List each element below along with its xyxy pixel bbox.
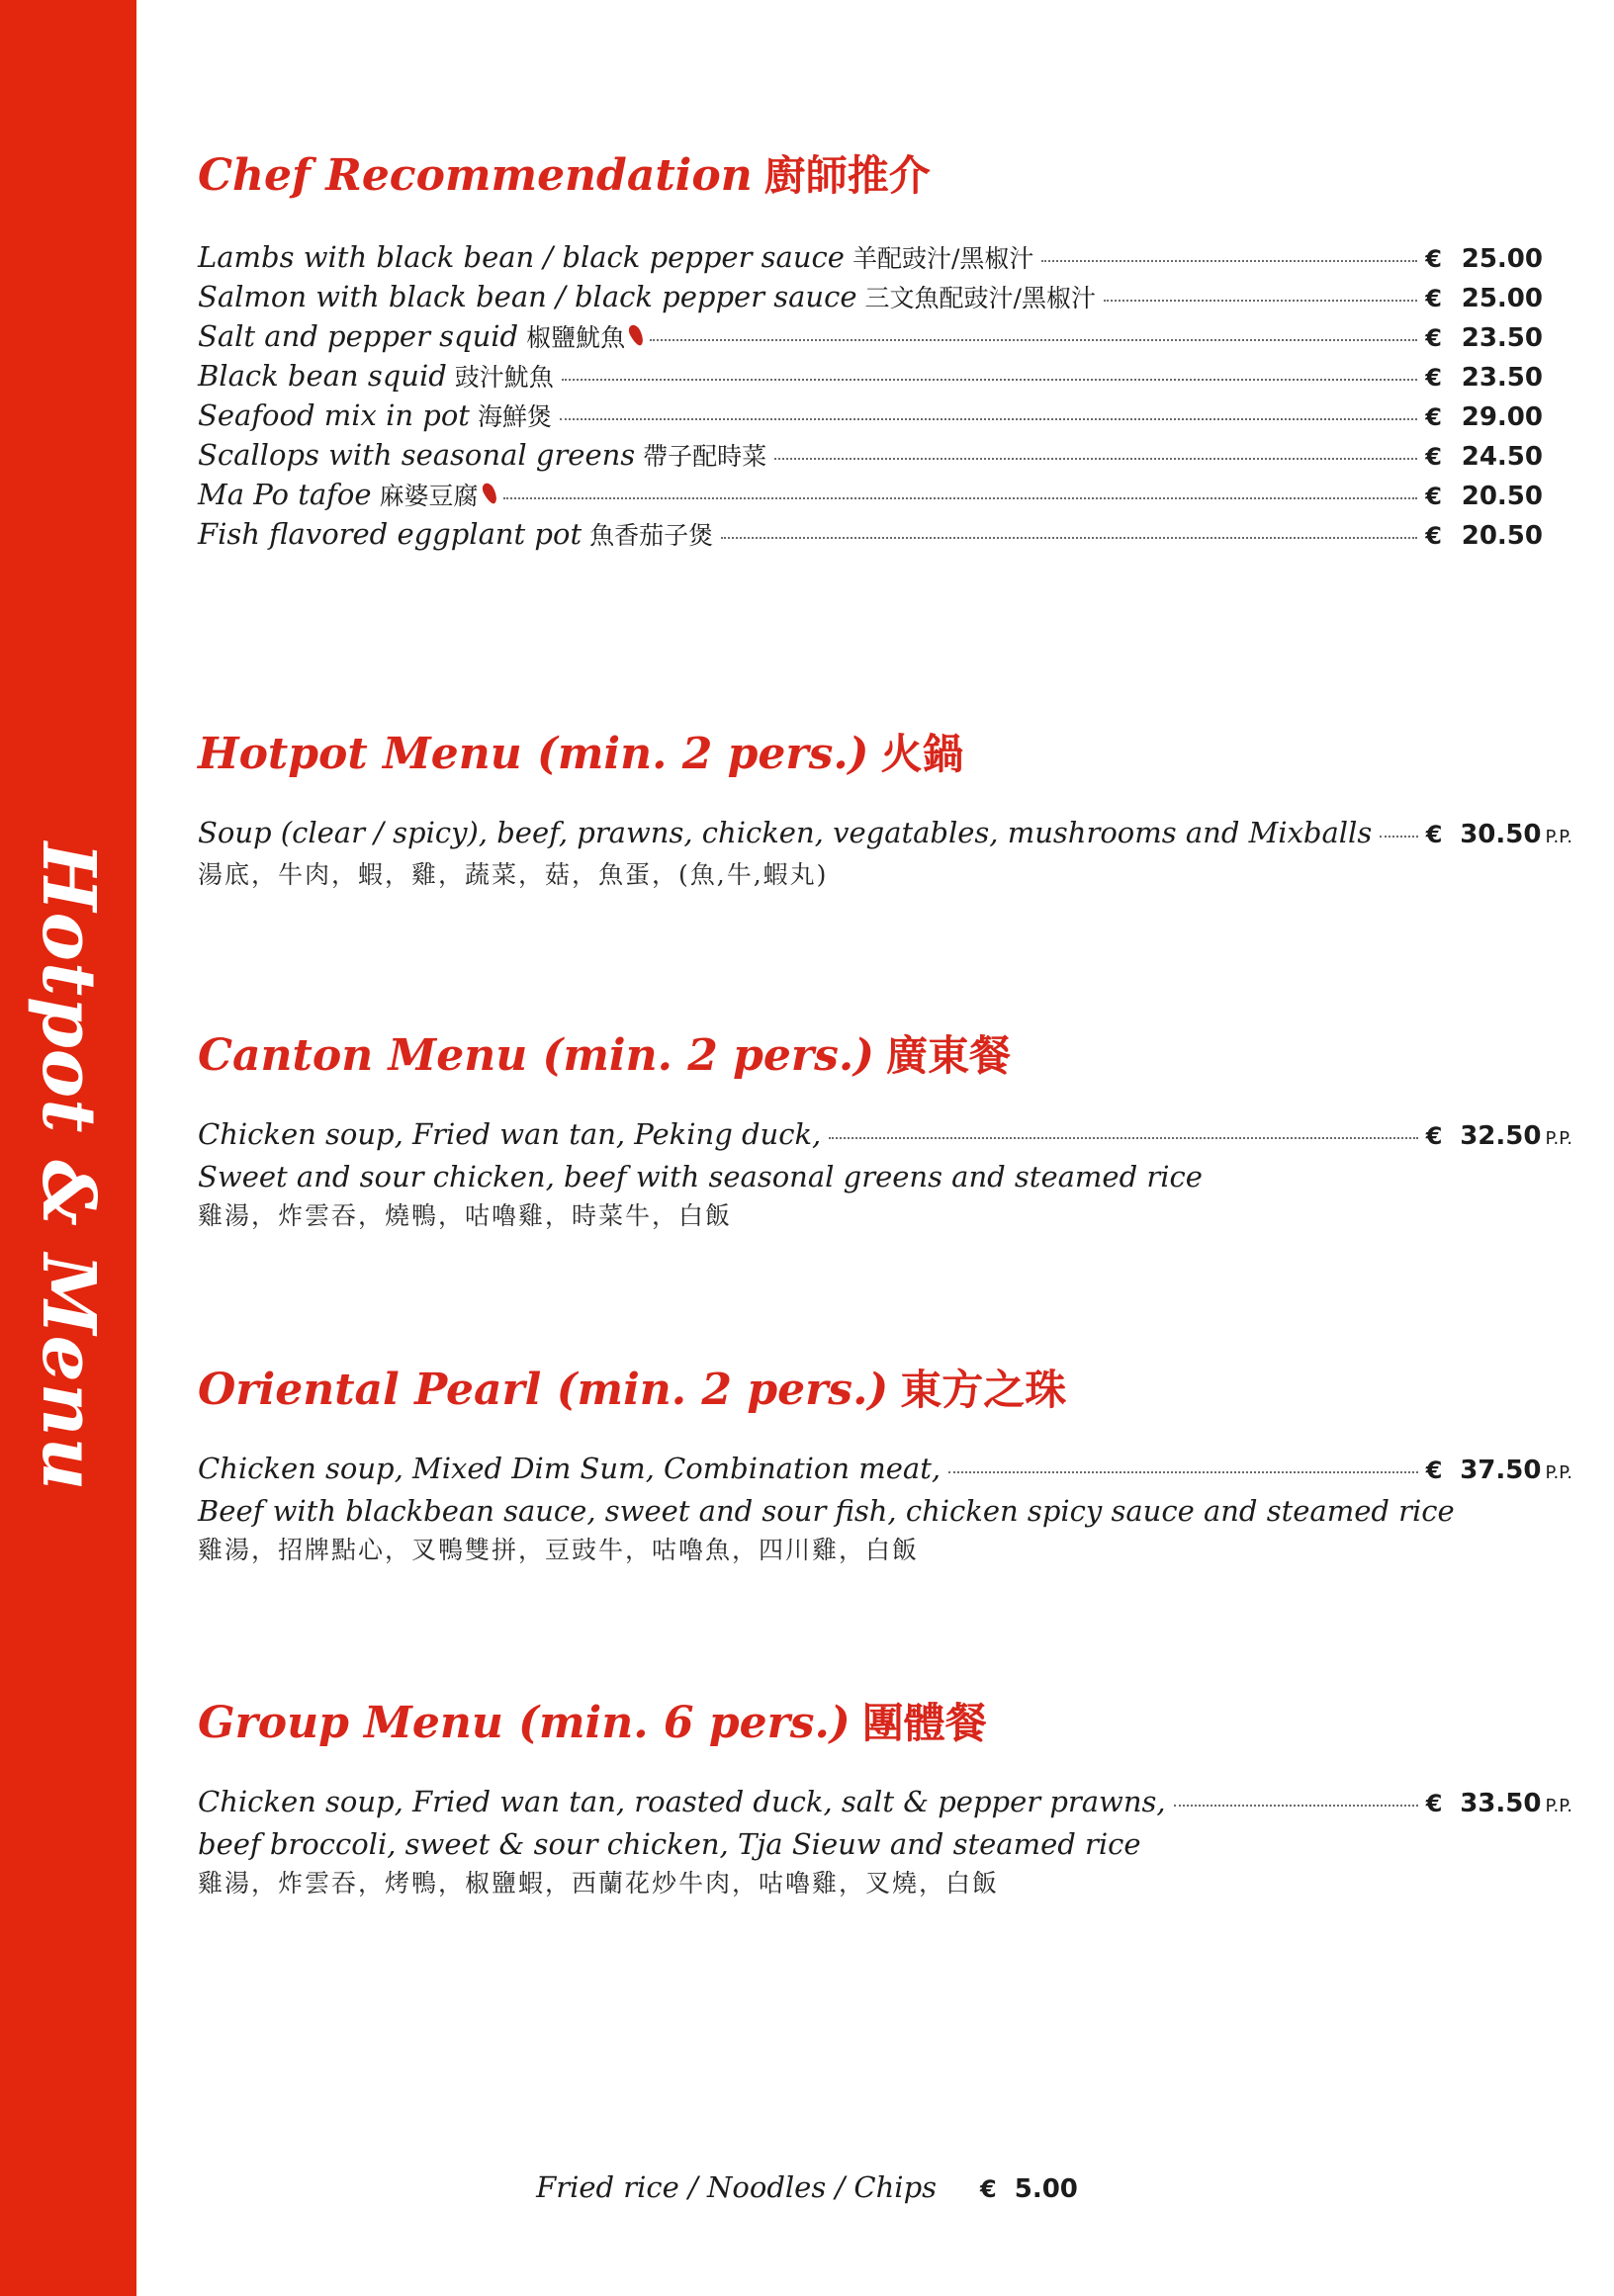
dish-price: 25.00: [1461, 284, 1543, 313]
set-menu-chinese: 雞湯，炸雲吞，烤鴨，椒鹽蝦，西蘭花炒牛肉，咕嚕雞，叉燒，白飯: [198, 1869, 1000, 1898]
set-menu-price: 30.50: [1460, 820, 1542, 849]
footer-sides: [0, 2170, 1614, 2204]
euro-sign: €: [1425, 1457, 1443, 1484]
dish-name: Ma Po tafoe: [198, 478, 372, 511]
section-title-text: Chef Recommendation: [198, 150, 753, 201]
set-menu-line: [198, 1452, 1572, 1491]
set-menu-body: [198, 816, 1572, 895]
dish-name-chinese: 椒鹽魷魚: [526, 323, 626, 352]
dish-price: 29.00: [1461, 402, 1543, 432]
dish-name: Fish flavored eggplant pot: [198, 517, 583, 551]
dot-leader: [1174, 1805, 1418, 1807]
sidebar-title: Hotpot & Menu: [26, 841, 111, 1492]
set-menu-body: [198, 1452, 1572, 1570]
set-menu-description: Chicken soup, Fried wan tan, roasted duck, salt & pepper prawns,: [198, 1785, 1166, 1818]
section-title: [198, 1363, 1572, 1418]
section-title-chinese: 東方之珠: [900, 1366, 1067, 1414]
menu-item: [198, 437, 1543, 477]
section-title: [198, 1028, 1572, 1084]
section-title: [198, 1696, 1572, 1751]
euro-sign: €: [1425, 403, 1442, 431]
dish-name-chinese: 三文魚配豉汁/黑椒汁: [864, 284, 1096, 312]
dot-leader: [650, 339, 1417, 341]
per-person-label: P.P.: [1545, 1128, 1572, 1149]
euro-sign: €: [1425, 1790, 1443, 1817]
set-menu-description: Chicken soup, Fried wan tan, Peking duck,: [198, 1117, 822, 1151]
menu-item: [198, 477, 1543, 516]
menu-item: [198, 397, 1543, 437]
set-menu-description: Soup (clear / spicy), beef, prawns, chicken, vegatables, mushrooms and Mixballs: [198, 816, 1373, 849]
dish-price: 23.50: [1461, 323, 1543, 353]
chef-recommendation-list: [198, 239, 1572, 556]
section-title-text: Oriental Pearl (min. 2 pers.): [198, 1365, 889, 1415]
dish-price: 25.00: [1461, 244, 1543, 274]
hotpot-menu-section: [198, 727, 1572, 895]
section-title: [198, 727, 1572, 782]
dish-name: Lambs with black bean / black pepper sauce: [198, 240, 845, 274]
set-menu-description-continued: beef broccoli, sweet & sour chicken, Tja Sieuw and steamed rice: [198, 1827, 1141, 1861]
dish-name: Seafood mix in pot: [198, 398, 470, 432]
sidebar: [0, 0, 136, 2296]
euro-sign: €: [1425, 821, 1443, 848]
dot-leader: [1041, 260, 1417, 262]
set-menu-description-continued: Sweet and sour chicken, beef with seasonal greens and steamed rice: [198, 1160, 1203, 1193]
per-person-label: P.P.: [1545, 1462, 1572, 1483]
menu-item: [198, 279, 1543, 318]
per-person-label: P.P.: [1545, 1796, 1572, 1816]
dot-leader: [721, 537, 1417, 539]
set-menu-price: 32.50: [1460, 1121, 1542, 1151]
dish-name: Salmon with black bean / black pepper sauce: [198, 280, 857, 313]
euro-sign: €: [1425, 245, 1442, 273]
menu-item: [198, 358, 1543, 397]
dish-name-chinese: 海鮮煲: [477, 402, 552, 431]
set-menu-description-continued: Beef with blackbean sauce, sweet and sour fish, chicken spicy sauce and steamed rice: [198, 1494, 1455, 1528]
set-menu-line: [198, 1785, 1572, 1824]
chili-pepper-icon: [627, 323, 647, 348]
section-title: [198, 148, 1572, 204]
set-menu-price: 37.50: [1460, 1456, 1542, 1485]
set-menu-chinese: 雞湯，炸雲吞，燒鴨，咕嚕雞，時菜牛，白飯: [198, 1201, 733, 1230]
menu-item: [198, 239, 1543, 279]
dot-leader: [948, 1471, 1418, 1473]
set-menu-chinese: 湯底，牛肉，蝦，雞，蔬菜，菇，魚蛋，(魚,牛,蝦丸): [198, 860, 829, 889]
euro-sign: €: [1425, 364, 1442, 392]
dot-leader: [560, 418, 1417, 420]
euro-sign: €: [1425, 324, 1442, 352]
section-title-text: Group Menu (min. 6 pers.): [198, 1698, 851, 1748]
per-person-label: P.P.: [1545, 827, 1572, 847]
section-title-text: Hotpot Menu (min. 2 pers.): [198, 729, 869, 779]
canton-menu-section: [198, 1028, 1572, 1236]
dot-leader: [503, 497, 1418, 499]
dish-price: 20.50: [1461, 482, 1543, 511]
euro-sign: €: [1425, 1122, 1443, 1150]
dot-leader: [1104, 300, 1417, 302]
euro-sign: €: [1425, 483, 1442, 510]
chili-pepper-icon: [480, 482, 499, 506]
dish-name-chinese: 帶子配時菜: [643, 442, 767, 471]
dish-price: 24.50: [1461, 442, 1543, 472]
menu-item: [198, 516, 1543, 556]
section-title-chinese: 廣東餐: [886, 1031, 1012, 1080]
section-title-chinese: 團體餐: [861, 1699, 987, 1747]
dot-leader: [774, 458, 1417, 460]
dish-name-chinese: 魚香茄子煲: [589, 521, 714, 550]
euro-sign: €: [1425, 522, 1442, 550]
set-menu-line: [198, 1117, 1572, 1157]
dish-name: Scallops with seasonal greens: [198, 438, 636, 472]
oriental-pearl-section: [198, 1363, 1572, 1570]
section-title-chinese: 火鍋: [880, 730, 964, 778]
dot-leader: [829, 1137, 1417, 1139]
menu-item: [198, 318, 1543, 358]
sides-price: 5.00: [1014, 2174, 1078, 2204]
dish-price: 23.50: [1461, 363, 1543, 393]
group-menu-section: [198, 1696, 1572, 1903]
dish-price: 20.50: [1461, 521, 1543, 551]
dish-name: Salt and pepper squid: [198, 319, 519, 353]
chef-recommendation-section: [198, 148, 1572, 556]
dot-leader: [562, 379, 1417, 381]
set-menu-line: [198, 816, 1572, 855]
dish-name-chinese: 羊配豉汁/黑椒汁: [852, 244, 1034, 273]
dish-name-chinese: 麻婆豆腐: [379, 482, 479, 510]
section-title-chinese: 廚師推介: [763, 151, 931, 200]
sides-items: Fried rice / Noodles / Chips: [536, 2170, 938, 2204]
set-menu-chinese: 雞湯，招牌點心，叉鴨雙拼，豆豉牛，咕嚕魚，四川雞，白飯: [198, 1536, 920, 1564]
set-menu-price: 33.50: [1460, 1789, 1542, 1818]
set-menu-body: [198, 1117, 1572, 1236]
euro-sign: €: [1425, 443, 1442, 471]
set-menu-description: Chicken soup, Mixed Dim Sum, Combination meat,: [198, 1452, 942, 1485]
dish-name-chinese: 豉汁魷魚: [454, 363, 554, 392]
dot-leader: [1380, 836, 1418, 838]
euro-sign: €: [980, 2175, 997, 2203]
dish-name: Black bean squid: [198, 359, 447, 393]
euro-sign: €: [1425, 285, 1442, 312]
set-menu-body: [198, 1785, 1572, 1903]
section-title-text: Canton Menu (min. 2 pers.): [198, 1030, 874, 1081]
